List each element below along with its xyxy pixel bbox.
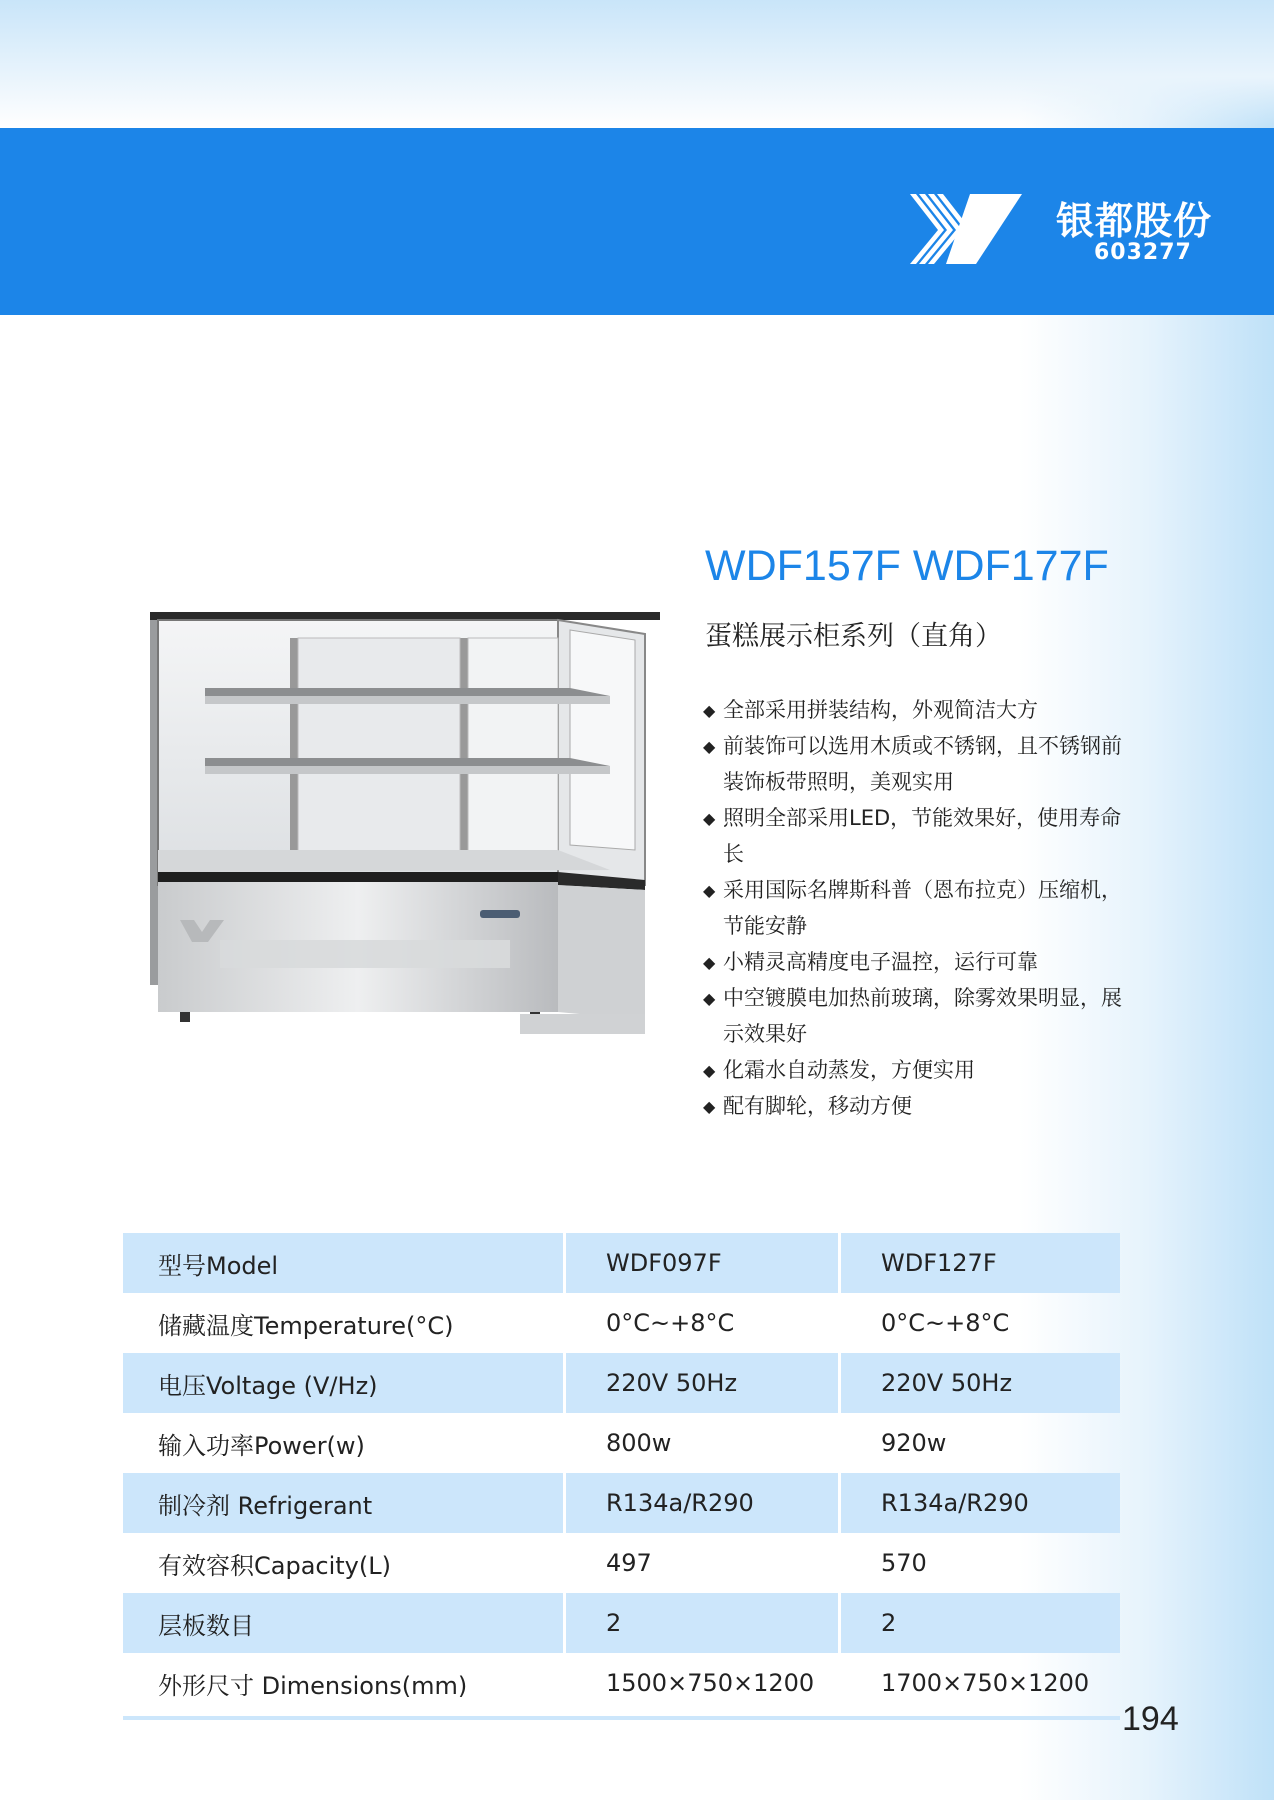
brand-logo-icon bbox=[910, 190, 1022, 268]
spec-value: 2 bbox=[566, 1593, 841, 1653]
spec-value: WDF097F bbox=[566, 1233, 841, 1293]
spec-label: 有效容积Capacity(L) bbox=[123, 1533, 566, 1593]
table-row bbox=[123, 1233, 1120, 1293]
table-bottom-rule bbox=[123, 1716, 1120, 1720]
feature-item bbox=[703, 728, 1123, 800]
feature-text: 前装饰可以选用木质或不锈钢，且不锈钢前装饰板带照明，美观实用 bbox=[723, 734, 1122, 794]
spec-label: 储藏温度Temperature(°C) bbox=[123, 1293, 566, 1353]
feature-text: 中空镀膜电加热前玻璃，除雾效果明显，展示效果好 bbox=[723, 986, 1122, 1046]
spec-value: 1700×750×1200 bbox=[881, 1669, 1090, 1697]
spec-table bbox=[123, 1233, 1120, 1713]
feature-item bbox=[703, 944, 1123, 980]
spec-label: 输入功率Power(w) bbox=[123, 1413, 566, 1473]
spec-value: 497 bbox=[566, 1533, 841, 1593]
diamond-bullet-icon: ◆ bbox=[703, 989, 716, 1008]
spec-value: R134a/R290 bbox=[566, 1473, 841, 1533]
spec-value: 220V 50Hz bbox=[841, 1353, 1120, 1413]
feature-item bbox=[703, 1088, 1123, 1124]
table-row bbox=[123, 1533, 1120, 1593]
spec-label: 电压Voltage (V/Hz) bbox=[123, 1353, 566, 1413]
feature-item bbox=[703, 800, 1123, 872]
feature-item bbox=[703, 692, 1123, 728]
table-row bbox=[123, 1413, 1120, 1473]
table-row bbox=[123, 1593, 1120, 1653]
table-row bbox=[123, 1473, 1120, 1533]
spec-value: R134a/R290 bbox=[841, 1473, 1120, 1533]
spec-label: 制冷剂 Refrigerant bbox=[123, 1473, 566, 1533]
feature-text: 全部采用拼装结构，外观简洁大方 bbox=[723, 698, 1038, 722]
spec-value: WDF127F bbox=[841, 1233, 1120, 1293]
series-subtitle: 蛋糕展示柜系列（直角） bbox=[705, 621, 1002, 652]
feature-text: 配有脚轮，移动方便 bbox=[723, 1094, 912, 1118]
spec-value: 220V 50Hz bbox=[566, 1353, 841, 1413]
cake-display-cabinet-image bbox=[140, 600, 670, 1100]
top-gradient bbox=[0, 0, 1274, 128]
spec-value: 0°C~+8°C bbox=[566, 1293, 841, 1353]
diamond-bullet-icon: ◆ bbox=[703, 881, 716, 900]
spec-value: 570 bbox=[881, 1549, 927, 1577]
table-row bbox=[123, 1653, 1120, 1713]
diamond-bullet-icon: ◆ bbox=[703, 809, 716, 828]
spec-value: 0°C~+8°C bbox=[881, 1309, 1010, 1337]
spec-value: 920w bbox=[881, 1429, 947, 1457]
table-row bbox=[123, 1293, 1120, 1353]
diamond-bullet-icon: ◆ bbox=[703, 1061, 716, 1080]
model-title: WDF157F WDF177F bbox=[705, 542, 1109, 590]
spec-label: 层板数目 bbox=[123, 1593, 566, 1653]
diamond-bullet-icon: ◆ bbox=[703, 1097, 716, 1116]
feature-text: 采用国际名牌斯科普（恩布拉克）压缩机，节能安静 bbox=[723, 878, 1122, 938]
diamond-bullet-icon: ◆ bbox=[703, 701, 716, 720]
feature-item bbox=[703, 980, 1123, 1052]
table-row bbox=[123, 1353, 1120, 1413]
feature-item bbox=[703, 1052, 1123, 1088]
brand-name: 银都股份 bbox=[1056, 199, 1213, 243]
feature-item bbox=[703, 872, 1123, 944]
feature-text: 化霜水自动蒸发，方便实用 bbox=[723, 1058, 975, 1082]
spec-label: 外形尺寸 Dimensions(mm) bbox=[123, 1653, 566, 1713]
feature-list bbox=[703, 692, 1123, 1124]
brand-stock-code: 603277 bbox=[1094, 240, 1192, 265]
spec-value: 2 bbox=[841, 1593, 1120, 1653]
diamond-bullet-icon: ◆ bbox=[703, 737, 716, 756]
feature-text: 小精灵高精度电子温控，运行可靠 bbox=[723, 950, 1038, 974]
spec-label: 型号Model bbox=[123, 1233, 566, 1293]
spec-value: 800w bbox=[566, 1413, 841, 1473]
page-number: 194 bbox=[1122, 1700, 1179, 1738]
spec-value: 1500×750×1200 bbox=[566, 1653, 841, 1713]
feature-text: 照明全部采用LED，节能效果好，使用寿命长 bbox=[723, 806, 1122, 866]
diamond-bullet-icon: ◆ bbox=[703, 953, 716, 972]
